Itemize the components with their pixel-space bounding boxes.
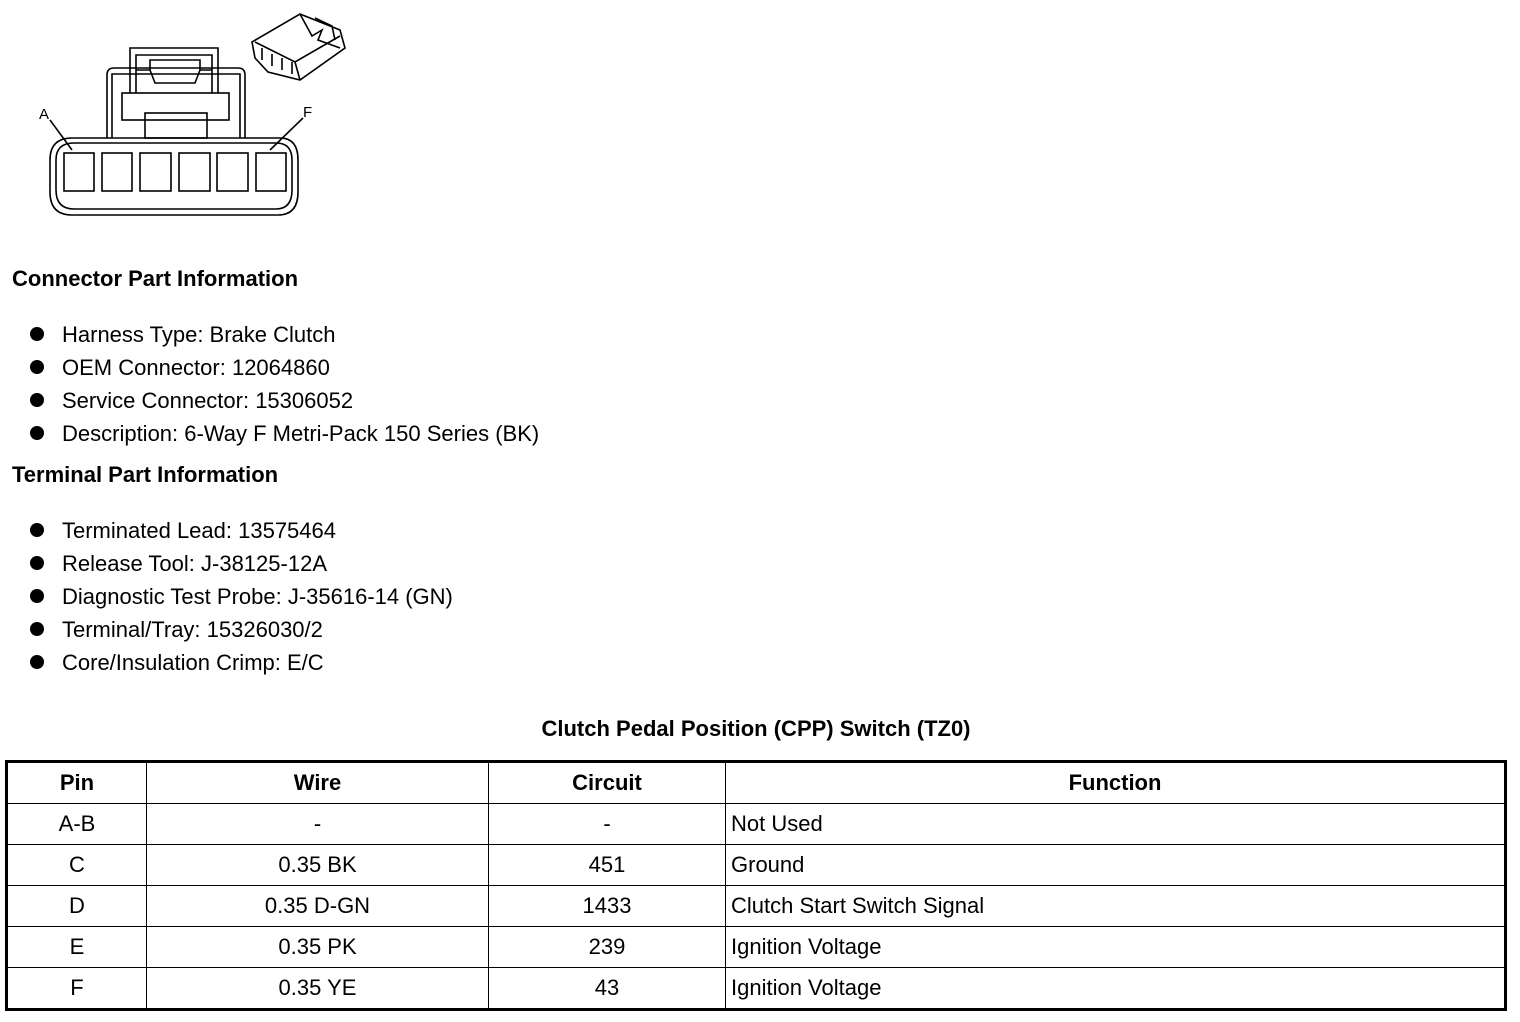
- bullet-icon: [30, 655, 44, 669]
- list-item: Description: 6-Way F Metri-Pack 150 Series (BK): [28, 417, 539, 450]
- cell-wire: -: [147, 804, 489, 845]
- list-item: Core/Insulation Crimp: E/C: [28, 646, 453, 679]
- connector-info-list: [28, 318, 539, 450]
- table-row: [7, 927, 1506, 968]
- list-item: Terminal/Tray: 15326030/2: [28, 613, 453, 646]
- table-header-row: [7, 762, 1506, 804]
- cell-wire: 0.35 PK: [147, 927, 489, 968]
- bullet-icon: [30, 426, 44, 440]
- cell-pin: F: [7, 968, 147, 1010]
- header-pin: Pin: [7, 762, 147, 804]
- list-item: Terminated Lead: 13575464: [28, 514, 453, 547]
- cell-circuit: 451: [489, 845, 726, 886]
- terminal-info-list: [28, 514, 453, 679]
- bullet-icon: [30, 360, 44, 374]
- header-wire: Wire: [147, 762, 489, 804]
- list-item: Release Tool: J-38125-12A: [28, 547, 453, 580]
- cell-wire: 0.35 YE: [147, 968, 489, 1010]
- pin-a-label: A: [39, 106, 50, 123]
- bullet-icon: [30, 393, 44, 407]
- bullet-icon: [30, 556, 44, 570]
- bullet-icon: [30, 523, 44, 537]
- terminal-section-title: Terminal Part Information: [12, 462, 279, 487]
- cell-pin: C: [7, 845, 147, 886]
- table-row: [7, 845, 1506, 886]
- list-item: Service Connector: 15306052: [28, 384, 539, 417]
- cell-function: Ground: [726, 845, 1506, 886]
- cell-function: Ignition Voltage: [726, 968, 1506, 1010]
- table-row: [7, 968, 1506, 1010]
- cell-circuit: -: [489, 804, 726, 845]
- cell-pin: D: [7, 886, 147, 927]
- connector-section-title: Connector Part Information: [12, 266, 299, 291]
- cell-circuit: 239: [489, 927, 726, 968]
- table-row: [7, 804, 1506, 845]
- cell-wire: 0.35 BK: [147, 845, 489, 886]
- list-item: OEM Connector: 12064860: [28, 351, 539, 384]
- cell-circuit: 43: [489, 968, 726, 1010]
- cell-function: Ignition Voltage: [726, 927, 1506, 968]
- table-title: Clutch Pedal Position (CPP) Switch (TZ0): [541, 716, 971, 741]
- table-row: [7, 886, 1506, 927]
- cell-wire: 0.35 D-GN: [147, 886, 489, 927]
- list-item: Diagnostic Test Probe: J-35616-14 (GN): [28, 580, 453, 613]
- pinout-table: [5, 760, 1507, 1011]
- cell-pin: A-B: [7, 804, 147, 845]
- cell-function: Clutch Start Switch Signal: [726, 886, 1506, 927]
- bullet-icon: [30, 327, 44, 341]
- bullet-icon: [30, 622, 44, 636]
- header-function: Function: [726, 762, 1506, 804]
- header-circuit: Circuit: [489, 762, 726, 804]
- cell-circuit: 1433: [489, 886, 726, 927]
- cell-pin: E: [7, 927, 147, 968]
- connector-diagram: [0, 0, 370, 225]
- bullet-icon: [30, 589, 44, 603]
- pin-f-label: F: [303, 104, 313, 121]
- list-item: Harness Type: Brake Clutch: [28, 318, 539, 351]
- cell-function: Not Used: [726, 804, 1506, 845]
